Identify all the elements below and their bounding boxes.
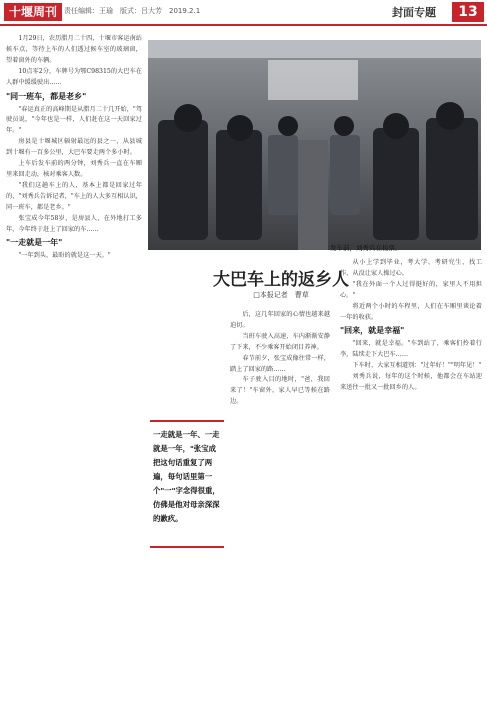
subheading: "一走就是一年"	[6, 238, 63, 248]
paragraph: "我在外面一个人过得挺好的，家里人不用担心。"	[340, 280, 482, 299]
paragraph: 当班车驶入高速，车内渐渐安静了下来，不少乘客开始闭目养神。	[230, 332, 330, 351]
paragraph: "我们这趟车上的人，基本上都是回家过年的，"刘秀兵告诉记者，"车上的人大多互相认识，同一班车，都是老乡。"	[6, 181, 142, 211]
paragraph: "春运真正的高峰期是从腊月二十几开始，"驾驶员说，"今年也是一样，人们赶在这一天回家过年。"	[6, 105, 142, 135]
subheading: "回来，就是幸福"	[340, 326, 405, 336]
paragraph: 从小上学到毕业，考大学、考研究生、找工作，从没让家人操过心。	[340, 259, 482, 277]
paragraph: 后，这几年回家的心情也越来越迫切。	[230, 311, 330, 329]
paragraph: "回来，就是幸福。"车到站了，乘客们拎着行李，陆续走下大巴车……	[340, 340, 482, 359]
editor-credits: 责任编辑：王瑜 版式：吕大芳 2019.2.1	[64, 7, 201, 15]
article-title: 大巴车上的返乡人	[213, 270, 349, 290]
masthead: 十堰周刊	[4, 3, 62, 21]
paragraph: "一年到头，最盼的就是这一天。"	[18, 252, 111, 260]
paragraph: 10点零2分，车牌号为鄂C98315的大巴车在人群中缓缓驶出……	[6, 67, 142, 86]
paragraph: 1月29日，农历腊月二十四，十堰市客运南站候车点，等待上车的人们透过候车室的玻璃窗，望着窗外的车辆。	[6, 35, 142, 64]
subheading: "同一班车，都是老乡"	[6, 91, 87, 101]
paragraph: 将近两个小时的车程里，人们在车厢里谈论着一年的收获。	[340, 302, 482, 321]
section-label: 封面专题	[392, 6, 436, 19]
pull-quote: 一走就是一年、一走就是一年，"张宝成把这句话重复了两遍，每句话里第一个"一"字念得很重，仿佛是他对母亲深深的歉疚。	[150, 420, 224, 548]
paragraph: 房县是十堰城区辐射最远的县之一，从县城到十堰有一百多公里，大巴车要走两个多小时。	[6, 138, 142, 157]
paragraph: 张宝成今年58岁，是房县人，在外地打工多年，今年终于赶上了回家的车……	[6, 214, 142, 233]
page-header	[0, 0, 487, 26]
body-column-2	[230, 310, 330, 698]
body-column-1	[6, 34, 142, 698]
paragraph: 春节前夕，张宝成像往常一样，踏上了回家的路……	[230, 354, 330, 373]
paragraph: 车子驶入目的地时，"爸，我回来了！"车窗外，家人早已等候在路边。	[230, 376, 330, 406]
body-column-3	[340, 258, 482, 698]
paragraph: 下车时，大家互相道别："过年好！""明年见！"	[352, 362, 482, 370]
paragraph: 刘秀兵说，每年的这个时候，他都会在车站迎来送往一批又一批回乡的人。	[340, 373, 482, 392]
article-byline: □本报记者 曹草	[253, 291, 309, 299]
photo-caption: 发车前，刘秀兵在检票。	[330, 244, 402, 252]
bus-interior-photo	[148, 40, 481, 250]
page-number: 13	[452, 2, 484, 22]
paragraph: 上车后发车前的两分钟，刘秀兵一直在车厢里来回走动，核对乘客人数。	[6, 160, 142, 178]
